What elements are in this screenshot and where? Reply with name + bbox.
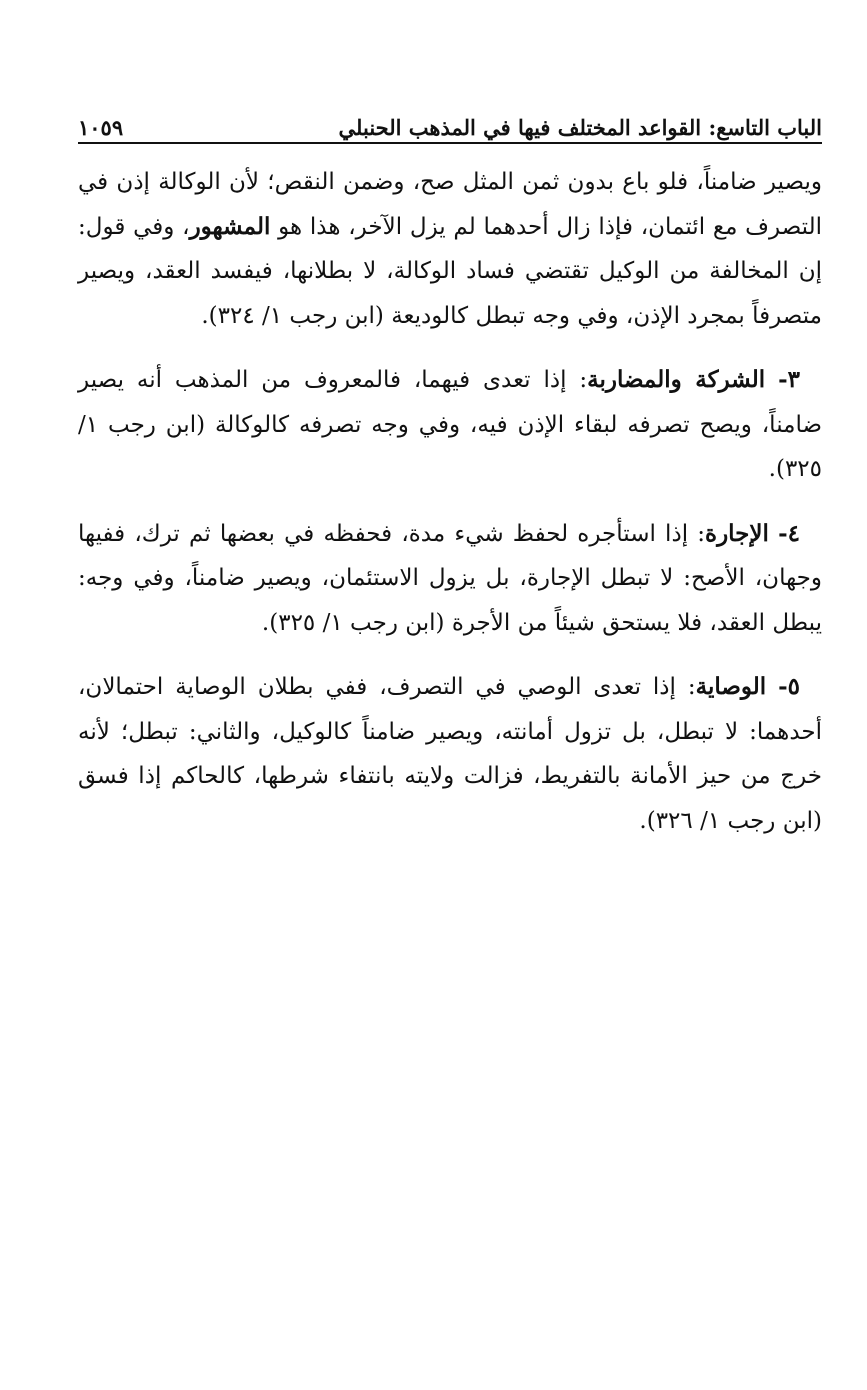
paragraph-item-3 [78,358,822,492]
page-number: ١٠٥٩ [78,114,124,140]
page-header [78,104,822,144]
item-number: ٤- [778,519,800,547]
item-text: : إذا تعدى الوصي في التصرف، ففي بطلان الوصاية احتمالان، أحدهما: لا تبطل، بل تزول أمانته، ويصير ضامناً كالوكيل، والثاني: تبطل؛ لأنه خرج من حيز الأمانة بالتفريط، فزالت ولايته بانتفاء شرطها، كالحاكم إذا فسق (ابن رجب ١/ ٣٢٦). [78,674,822,834]
item-term: الإجارة [705,519,769,547]
paragraph-item-5 [78,665,822,843]
running-head: الباب التاسع: القواعد المختلف فيها في المذهب الحنبلي [338,114,822,140]
item-text: : إذا تعدى فيهما، فالمعروف من المذهب أنه يصير ضامناً، ويصح تصرفه لبقاء الإذن فيه، وفي وجه تصرفه كالوكالة (ابن رجب ١/ ٣٢٥). [78,367,822,482]
paragraph-item-4 [78,512,822,646]
item-term: الوصاية [695,673,767,700]
paragraph-text-start: ويصير ضامناً، فلو باع بدون ثمن المثل صح، وضمن النقص؛ لأن الوكالة إذن في التصرف مع ائتمان، فإذا زال أحدهما لم يزل الآخر، هذا هو [78,169,823,240]
body-text [78,160,822,863]
paragraph-text-end: ، وفي قول: إن المخالفة من الوكيل تقتضي فساد الوكالة، لا بطلانها، فيفسد العقد، ويصير متصرفاً بمجرد الإذن، وفي وجه تبطل كالوديعة (ابن رجب ١/ ٣٢٤). [78,213,822,329]
item-text: : إذا استأجره لحفظ شيء مدة، فحفظه في بعضها ثم ترك، ففيها وجهان، الأصح: لا تبطل الإجارة، بل يزول الاستئمان، ويصير ضامناً، وفي وجه: يبطل العقد، فلا يستحق شيئاً من الأجرة (ابن رجب ١/ ٣٢٥). [78,520,822,636]
emphasis-term: المشهور [189,212,271,240]
item-number: ٣- [778,366,800,393]
paragraph-continuation [78,160,822,338]
item-term: الشركة والمضاربة [587,366,766,393]
item-number: ٥- [778,673,801,700]
